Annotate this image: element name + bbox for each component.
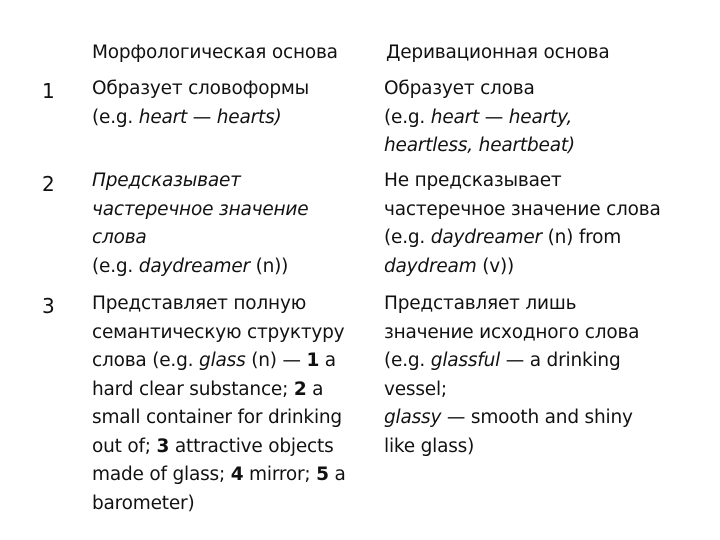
text-line	[92, 404, 346, 433]
text-line	[92, 433, 346, 462]
text-run: a	[319, 350, 336, 371]
text-run: Предсказывает	[92, 170, 241, 191]
text-run: семантическую структуру	[92, 321, 345, 343]
morph-cell	[92, 167, 308, 281]
text-run: heartless, heartbeat)	[384, 135, 575, 156]
text-run: a	[328, 464, 346, 485]
text-run: daydreamer	[138, 255, 250, 277]
text-run: hearty,	[508, 106, 573, 128]
text-line	[92, 347, 346, 376]
text-run: small container for drinking	[92, 407, 342, 428]
text-run: частеречное значение слова	[384, 198, 661, 220]
text-run: heart	[430, 106, 480, 128]
header-derivational-stem: Деривационная основа	[386, 42, 610, 63]
text-run: 1	[306, 350, 320, 371]
text-run: mirror;	[243, 464, 317, 485]
text-run: 5	[316, 464, 329, 485]
text-run: Представляет полную	[92, 293, 307, 314]
text-run: a	[306, 378, 324, 400]
text-run: (n) —	[245, 350, 307, 371]
text-run: Представляет лишь	[384, 293, 577, 314]
morph-cell	[92, 290, 346, 518]
text-run: —	[479, 106, 509, 128]
row-number: 2	[42, 172, 55, 196]
text-line	[384, 376, 639, 405]
text-line	[384, 224, 661, 253]
text-line	[384, 319, 639, 348]
text-run: made of glass;	[92, 464, 231, 485]
text-line	[92, 253, 308, 282]
text-line	[92, 376, 346, 405]
header-morphological-stem: Морфологическая основа	[92, 42, 338, 63]
text-run: слова (e.g.	[92, 350, 200, 371]
text-line	[384, 104, 575, 133]
text-run: Образует слова	[384, 78, 535, 99]
text-run: частеречное значение	[92, 198, 309, 220]
text-line	[384, 290, 639, 319]
text-run: значение исходного слова	[384, 321, 640, 343]
text-run: (n) from	[541, 227, 622, 248]
text-run: (n))	[249, 255, 289, 277]
text-run: hard clear substance;	[92, 378, 294, 400]
text-line	[384, 196, 661, 225]
deriv-cell	[384, 290, 639, 461]
text-run: Не предсказывает	[384, 170, 562, 191]
text-line	[92, 224, 308, 253]
text-line	[92, 490, 346, 519]
text-run: out of;	[92, 435, 157, 457]
text-line	[384, 75, 575, 104]
text-line	[384, 167, 661, 196]
deriv-cell	[384, 75, 575, 161]
text-run: glassy	[384, 407, 442, 428]
text-line	[92, 290, 346, 319]
text-run: daydreamer	[430, 227, 542, 248]
text-run: vessel;	[384, 378, 447, 400]
text-run: glass	[199, 350, 246, 371]
text-run: heart	[138, 106, 188, 128]
text-run: like glass)	[384, 435, 475, 457]
text-line	[92, 167, 308, 196]
text-run: glassful	[430, 350, 501, 371]
row-number: 1	[42, 79, 55, 103]
text-run: 2	[293, 378, 307, 400]
morph-cell	[92, 75, 309, 132]
text-run: barometer)	[92, 492, 195, 514]
text-run: attractive objects	[169, 435, 334, 457]
text-run: 4	[230, 464, 244, 485]
text-run: — smooth and shiny	[441, 407, 633, 428]
text-run: (v))	[476, 255, 515, 277]
text-line	[384, 347, 639, 376]
text-line	[92, 196, 308, 225]
text-line	[92, 75, 309, 104]
text-run: 3	[156, 435, 170, 457]
text-line	[92, 461, 346, 490]
text-run: (e.g.	[384, 106, 431, 128]
text-run: (e.g.	[384, 350, 431, 371]
row-number: 3	[42, 294, 55, 318]
text-run: daydream	[384, 255, 477, 277]
text-run: (e.g.	[92, 255, 139, 277]
text-run: hearts)	[216, 106, 282, 128]
text-run: — a drinking	[500, 350, 621, 371]
deriv-cell	[384, 167, 661, 281]
text-run: (e.g.	[92, 106, 139, 128]
text-line	[92, 319, 346, 348]
text-run: —	[187, 106, 217, 128]
text-line	[384, 433, 639, 462]
text-run: слова	[92, 227, 147, 248]
text-run: Образует словоформы	[92, 78, 310, 99]
text-line	[384, 132, 575, 161]
text-line	[384, 253, 661, 282]
text-run: (e.g.	[384, 227, 431, 248]
text-line	[384, 404, 639, 433]
text-line	[92, 104, 309, 133]
